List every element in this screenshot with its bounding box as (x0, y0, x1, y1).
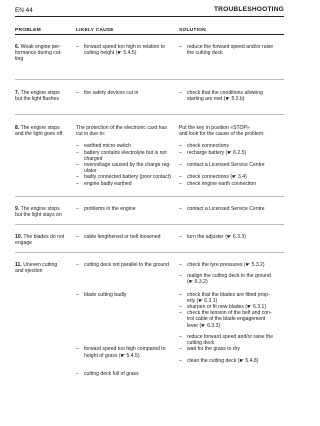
bullet-dash: – (179, 206, 182, 212)
problem-number: 8. (15, 125, 20, 131)
solution-item (179, 346, 287, 352)
problem-number: 10. (15, 234, 23, 240)
bullet-dash: – (179, 143, 182, 150)
bullet-dash: – (76, 292, 79, 299)
solution-8 (179, 125, 287, 187)
cause-intro: cut in due to: (76, 131, 106, 138)
cause-item (76, 181, 178, 187)
bullet-dash: – (76, 262, 79, 268)
solution-line: check engine earth connection (187, 180, 257, 187)
bullet-dash: – (179, 180, 182, 187)
cause-item (76, 206, 176, 212)
problem-10 (15, 234, 73, 246)
cause-item (76, 292, 178, 298)
problem-text: engage (15, 240, 32, 247)
solution-line: contact a Licensed Service Centre (187, 206, 265, 212)
problem-text: The engine stops (20, 125, 60, 131)
solution-item (179, 358, 287, 364)
solution-line: lever (☛ 6.3.3) (187, 322, 221, 329)
solution-9 (179, 206, 287, 212)
bullet-dash: – (76, 206, 79, 212)
cause-line: overvoltage caused by the charge reg- (84, 162, 171, 169)
problem-text: formance during cut- (15, 50, 62, 57)
section-title: TROUBLESHOOTING (213, 6, 284, 13)
cause-item (76, 90, 176, 96)
column-heading-problem: PROBLEM (15, 28, 41, 33)
cause-line: engine badly earthed (84, 180, 132, 187)
problem-9 (15, 206, 73, 218)
solution-item (179, 334, 287, 346)
solution-item (179, 162, 287, 168)
solution-line: erly (☛ 6.3.1) (187, 297, 218, 304)
row-separator (15, 114, 284, 115)
page-header (0, 0, 300, 20)
cause-8 (76, 125, 178, 187)
cause-line: battery contains electrolyte but is not (84, 149, 167, 156)
bullet-dash: – (179, 304, 182, 311)
solution-line: check that the conditions allowing (187, 90, 263, 96)
bullet-dash: – (179, 291, 182, 298)
solution-line: recharge battery (☛ 6.2.5) (187, 149, 247, 156)
cause-11 (76, 262, 178, 377)
cause-line: ulator (84, 168, 97, 175)
solution-item (179, 310, 287, 329)
column-heading-rule (15, 34, 284, 35)
bullet-dash: – (76, 90, 79, 96)
problem-7 (15, 90, 73, 102)
solution-item (179, 262, 287, 268)
column-heading-solution: SOLUTION (179, 28, 206, 33)
bullet-dash: – (179, 174, 182, 181)
cause-line: cutting deck not parallel to the ground (84, 262, 169, 268)
cause-line: the safety devices cut in (84, 90, 139, 96)
solution-line: the cutting deck (187, 50, 223, 57)
solution-line: contact a Licensed Service Centre (187, 162, 265, 168)
bullet-dash: – (179, 333, 182, 340)
problem-text: and ejection (15, 268, 43, 275)
bullet-dash: – (76, 234, 79, 240)
solution-intro: Put the key in position «STOP» (179, 125, 250, 131)
bullet-dash: – (179, 262, 182, 268)
cause-item (76, 162, 178, 174)
cause-line: blade cutting badly (84, 292, 127, 299)
cause-line: forward speed too high in relation to (84, 44, 165, 50)
row-separator (15, 196, 284, 197)
bullet-dash: – (179, 44, 182, 50)
problem-8 (15, 125, 73, 137)
bullet-dash: – (179, 310, 182, 317)
cause-item (76, 262, 178, 268)
cause-line: forward speed too high compared to (84, 346, 166, 353)
problem-11 (15, 262, 73, 274)
bullet-dash: – (179, 346, 182, 353)
header-rule (15, 16, 284, 17)
problem-text: and the light goes off (15, 131, 63, 138)
solution-item (179, 90, 287, 102)
solution-line: clean the cutting deck (☛ 5.4.8) (187, 358, 259, 365)
solution-line: check the tyre pressures (☛ 5.3.2) (187, 262, 265, 268)
solution-line: check connections (☛ 3.4) (187, 174, 247, 181)
solution-11 (179, 262, 287, 365)
bullet-dash: – (76, 162, 79, 169)
bullet-dash: – (179, 234, 182, 240)
solution-item (179, 206, 287, 212)
solution-line: check the tension of the belt and con- (187, 310, 272, 317)
problem-6 (15, 44, 73, 63)
solution-intro: and look for the cause of the problem: (179, 131, 265, 138)
row-separator (15, 79, 284, 80)
cause-line: problems in the engine (84, 206, 136, 212)
cause-9 (76, 206, 176, 212)
problem-number: 6. (15, 44, 20, 50)
solution-item (179, 181, 287, 187)
solution-line: reduce the forward speed and/or raise (187, 44, 274, 50)
solution-line: check that the blades are fitted prop- (187, 291, 270, 298)
column-heading-cause: LIKELY CAUSE (76, 28, 114, 33)
cause-line: cutting height (☛ 5.4.5) (84, 50, 137, 57)
cause-item (76, 371, 178, 377)
solution-line: trol cable of the blade engagement (187, 316, 266, 323)
problem-text: The engine stops (20, 90, 60, 96)
solution-6 (179, 44, 287, 56)
solution-7 (179, 90, 287, 102)
bullet-dash: – (76, 346, 79, 353)
cause-item (76, 346, 178, 358)
bullet-dash: – (179, 90, 182, 96)
cause-line: cable lengthened or belt loosened (84, 234, 161, 240)
bullet-dash: – (76, 180, 79, 187)
problem-text: Weak engine per- (20, 44, 61, 50)
bullet-dash: – (179, 149, 182, 156)
bullet-dash: – (76, 143, 79, 150)
bullet-dash: – (76, 44, 79, 50)
row-separator (15, 252, 284, 253)
bullet-dash: – (76, 174, 79, 181)
solution-line: cutting deck (187, 340, 215, 347)
cause-intro: The protection of the electronic card has (76, 125, 167, 131)
solution-item (179, 273, 287, 285)
cause-line: badly connected battery (poor contact) (84, 174, 171, 181)
cause-item (76, 150, 178, 162)
bullet-dash: – (179, 358, 182, 365)
problem-text: but the light stays on (15, 212, 62, 219)
cause-10 (76, 234, 176, 240)
solution-item (179, 292, 287, 304)
problem-text: Uneven cutting (23, 262, 58, 268)
solution-line: sharpen or fit new blades (☛ 6.3.1) (187, 304, 267, 311)
problem-text: but the light flashes (15, 96, 59, 103)
problem-text: The engine stops (20, 206, 60, 212)
page-number: EN 44 (15, 7, 33, 14)
cause-line: earthed micro-switch (84, 143, 131, 150)
solution-line: realign the cutting deck to the ground (187, 273, 271, 280)
problem-number: 9. (15, 206, 20, 212)
cause-line: height of grass (☛ 5.4.5) (84, 352, 140, 359)
solution-line: reduce forward speed and/or raise the (187, 333, 274, 340)
solution-10 (179, 234, 287, 240)
cause-7 (76, 90, 176, 96)
solution-item (179, 234, 287, 240)
solution-line: wait for the grass to dry (187, 346, 240, 353)
problem-number: 11. (15, 262, 22, 268)
solution-item (179, 44, 287, 56)
cause-item (76, 234, 176, 240)
bullet-dash: – (76, 370, 79, 377)
bullet-dash: – (179, 273, 182, 280)
problem-text: ting (15, 56, 24, 63)
cause-line: charged (84, 155, 103, 162)
row-separator (15, 224, 284, 225)
solution-line: (☛ 6.3.2) (187, 279, 208, 286)
solution-line: starting are met (☛ 5.2.b) (187, 96, 245, 103)
problem-text: The blades do not (23, 234, 65, 240)
bullet-dash: – (179, 162, 182, 168)
cause-6 (76, 44, 176, 56)
cause-item (76, 44, 176, 56)
solution-item (179, 150, 287, 156)
solution-line: turn the adjuster (☛ 6.3.3) (187, 234, 246, 240)
solution-line: check connections (187, 143, 229, 150)
cause-line: cutting deck full of grass (84, 370, 139, 377)
bullet-dash: – (76, 149, 79, 156)
problem-number: 7. (15, 90, 20, 96)
